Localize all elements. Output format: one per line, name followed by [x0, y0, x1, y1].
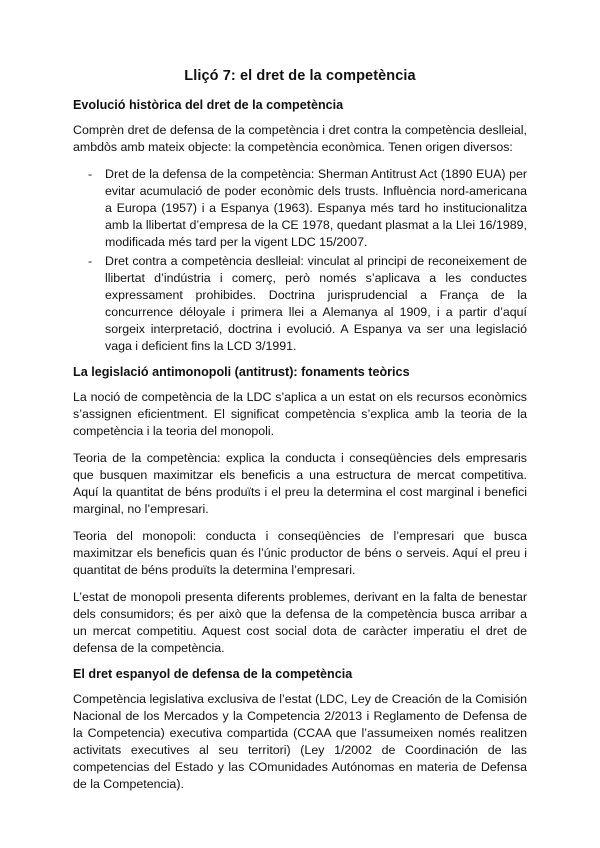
list-dash-marker: - — [88, 254, 93, 268]
paragraph: Teoria del monopoli: conducta i conseqüències de l’empresari que busca maximitzar els beneficis quan és l’únic productor de béns o serveis. Aquí el preu i quantitat de béns produïts la determina l’empresari. — [73, 529, 527, 577]
dash-list — [73, 166, 527, 355]
paragraph: Competència legislativa exclusiva de l’estat (LDC, Ley de Creación de la Comisión Nacional de los Mercados y la Competencia 2/2013 i Reglamento de Defensa de la Competencia) executiva compartida (CCAA que l’assumeixen només realitzen activitats executives al seu territori) (Ley 1/2002 de Coordinación de las competencias del Estado y las COmunidades Autónomas en materia de Defensa de la Competencia). — [73, 692, 527, 791]
paragraph: La noció de competència de la LDC s’aplica a un estat on els recursos econòmics s’assignen eficientment. El significat competència s’explica amb la teoria de la competència i la teoria del monopoli. — [73, 390, 527, 438]
list-item-text: Dret de la defensa de la competència: Sherman Antitrust Act (1890 EUA) per evitar acumulació de poder econòmic dels trusts. Influència nord-americana a Europa (1957) i a Espanya (1963). Espanya més tard ho institucionalitza amb la llibertat d’empresa de la CE 1978, quedant plasmat a la Llei 16/1989, modificada més tard per la vigent LDC 15/2007. — [105, 167, 527, 249]
page-title: Lliçó 7: el dret de la competència — [184, 68, 416, 84]
section-heading-antitrust: La legislació antimonopoli (antitrust): fonaments teòrics — [73, 365, 410, 379]
paragraph: Teoria de la competència: explica la conducta i conseqüències dels empresaris que busquen maximitzar els beneficis a una estructura de mercat competitiva. Aquí la quantitat de béns produïts i el preu la determina el cost marginal i benefici marginal, no l’empresari. — [73, 451, 527, 516]
list-item-text: Dret contra a competència deslleial: vinculat al principi de reconeixement de llibertat d’indústria i comerç, però només s’aplicava a les conductes expressament prohibides. Doctrina jurisprudencial a França de la concurrence déloyale i primera llei a Alemanya al 1909, i a partir d’aquí sorgeix interpretació, doctrina i evolució. A Espanya va ser una legislació vaga i deficient fins la LCD 3/1991. — [105, 254, 527, 353]
section-heading-spanish-law: El dret espanyol de defensa de la competència — [73, 667, 353, 681]
list-item — [73, 253, 527, 355]
section-heading-history: Evolució històrica del dret de la competència — [73, 98, 344, 112]
paragraph: L’estat de monopoli presenta diferents problemes, derivant en la falta de benestar dels consumidors; és per això que la defensa de la competència busca arribar a un mercat competitiu. Aquest cost social dota de caràcter imperatiu el dret de defensa de la competència. — [73, 590, 527, 655]
list-dash-marker: - — [88, 167, 93, 181]
list-item — [73, 166, 527, 251]
paragraph: Comprèn dret de defensa de la competència i dret contra la competència deslleial, ambdòs amb mateix objecte: la competència econòmica. Tenen origen diversos: — [73, 123, 527, 154]
